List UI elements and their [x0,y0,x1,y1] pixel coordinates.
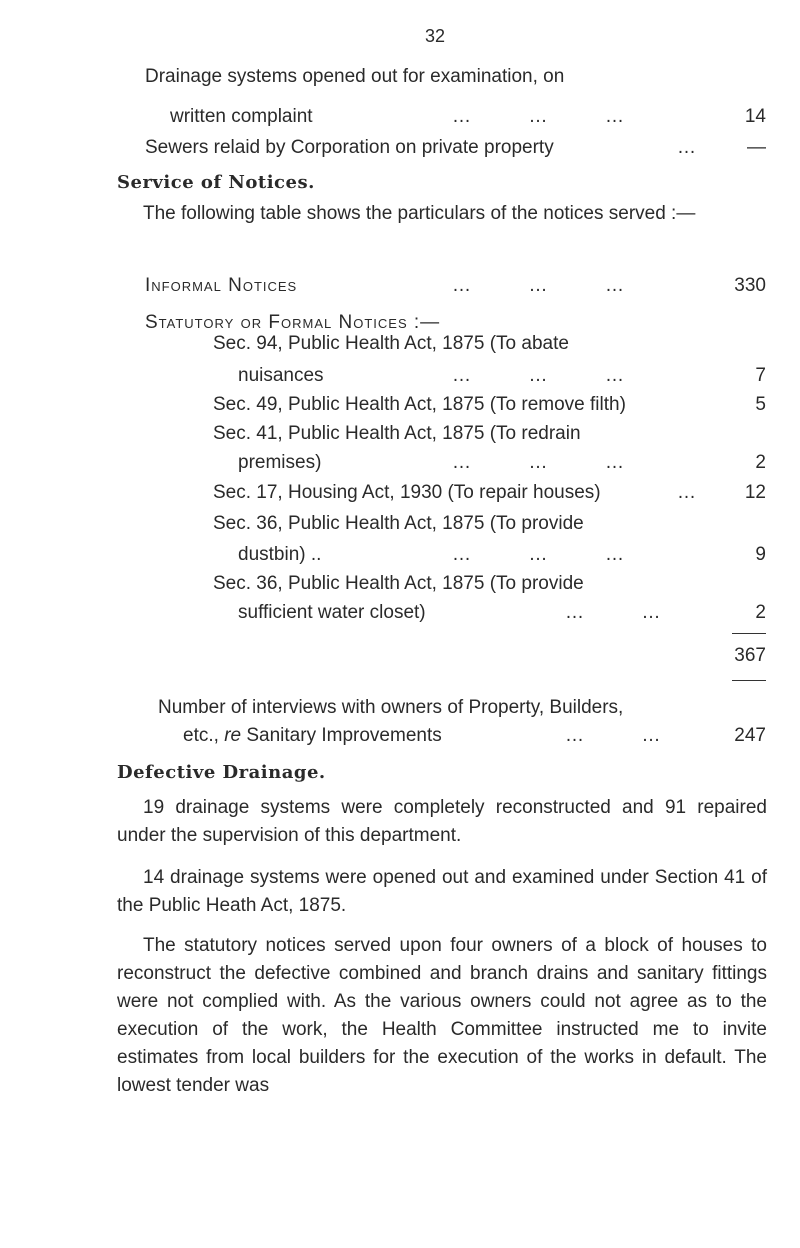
body-paragraph: 14 drainage systems were opened out and examined under Section 41 of the Public Heath Act, 1875. [117,867,767,916]
leader-dots: … … … [452,452,626,473]
leader-dots: … … … [452,365,626,386]
section-label: dustbin) .. [238,544,322,565]
interviews-label-2: etc., re Sanitary Improvements [183,725,442,746]
list-item [0,63,800,91]
leader-dots: … … [565,602,662,623]
leader-dots: … … … [452,275,626,296]
list-item [0,103,800,131]
section-label: Sec. 36, Public Health Act, 1875 (To provide [213,573,584,594]
divider [732,680,766,681]
informal-notices-label: Informal Notices [145,275,298,296]
leader-dots: … … … [452,544,626,565]
leader-dots: … [677,137,697,158]
section-label: sufficient water closet) [238,602,426,623]
section-value: 5 [755,394,766,415]
body-paragraph: The statutory notices served upon four owners of a block of houses to reconstruct the defective combined and branch drains and sanitary fittings were not complied with. As the various owners could not agree as to the execution of the work, the Health Committee instructed me to invite estimates from local builders for the execution of the works in default. The lowest tender was [117,935,767,1096]
section-label: Sec. 41, Public Health Act, 1875 (To redrain [213,423,581,444]
statutory-heading: Statutory or Formal Notices :— [145,312,441,333]
intro-paragraph: The following table shows the particulars of the notices served :— [143,203,696,224]
section-value: 2 [755,452,766,473]
leader-dots: … … … [452,106,626,127]
leader-dots: … [677,482,697,503]
section-label: Sec. 94, Public Health Act, 1875 (To abate [213,333,569,354]
item-label: written complaint [170,106,313,127]
table-row [0,391,800,419]
table-row [0,362,800,390]
leader-dots: … … [565,725,662,746]
item-value: 14 [744,106,766,127]
informal-notices-value: 330 [734,275,766,296]
interviews-row [0,694,800,722]
table-row [0,449,800,477]
section-value: 7 [755,365,766,386]
page-number: 32 [424,26,446,46]
section-heading: Defective Drainage. [117,762,326,783]
item-value: — [747,137,766,158]
item-label: Sewers relaid by Corporation on private property [145,137,554,158]
interviews-value: 247 [734,725,766,746]
item-label: Drainage systems opened out for examination, on [145,66,565,87]
section-value: 2 [755,602,766,623]
table-row [0,570,800,598]
table-row [0,510,800,538]
table-row [0,479,800,507]
section-label: premises) [238,452,322,473]
table-row [0,541,800,569]
interviews-row [0,722,800,750]
section-heading: Service of Notices. [117,172,315,193]
section-label: Sec. 49, Public Health Act, 1875 (To remove filth) [213,394,626,415]
list-item [0,134,800,162]
section-value: 9 [755,544,766,565]
section-label: Sec. 17, Housing Act, 1930 (To repair houses) [213,482,601,503]
table-row [0,330,800,358]
total-row [0,642,800,670]
section-value: 12 [744,482,766,503]
body-paragraph: 19 drainage systems were completely reconstructed and 91 repaired under the supervision of this department. [117,797,767,846]
table-row [0,599,800,627]
informal-notices-row [0,272,800,300]
section-label: nuisances [238,365,324,386]
table-row [0,420,800,448]
interviews-label: Number of interviews with owners of Property, Builders, [158,697,624,718]
section-label: Sec. 36, Public Health Act, 1875 (To provide [213,513,584,534]
divider [732,633,766,634]
total-value: 367 [734,645,766,666]
